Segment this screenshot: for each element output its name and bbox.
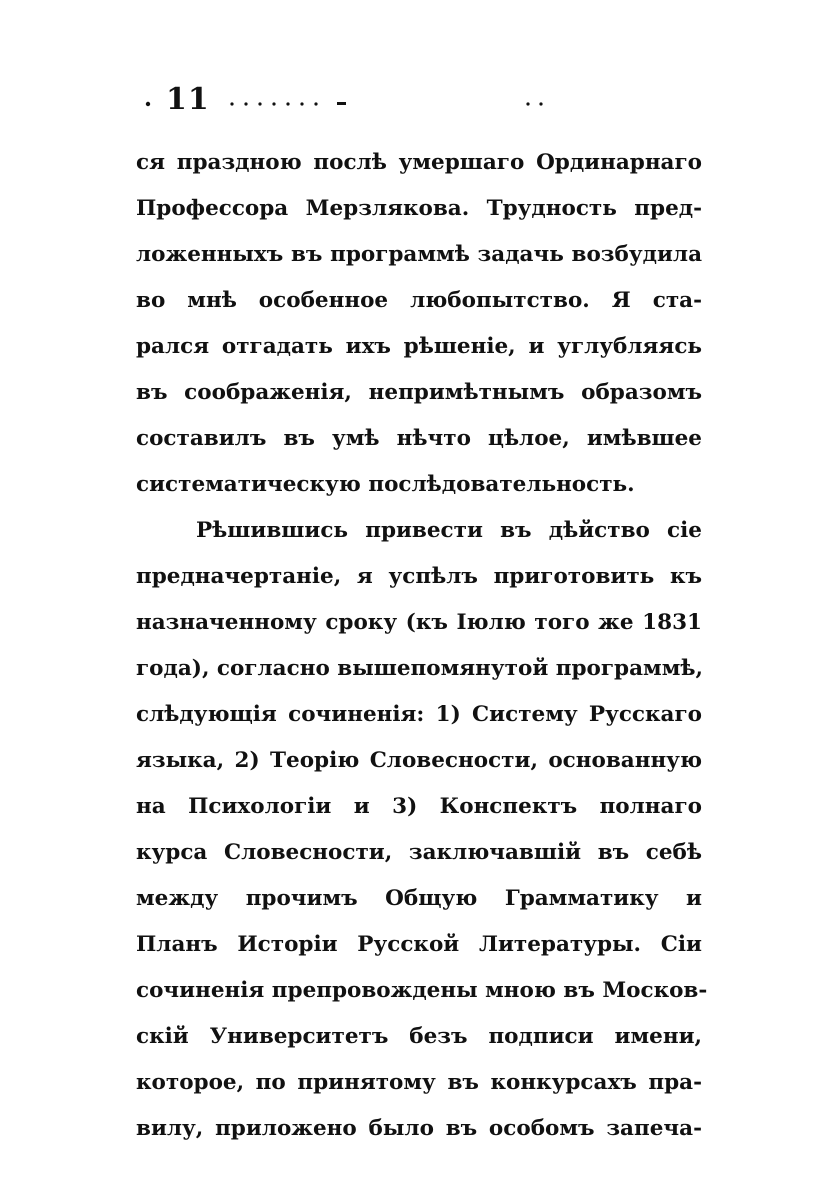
text-line: Профессора Мерзлякова. Трудность пред- [136,196,702,221]
text-line: ложенныхъ въ программѣ задачь возбудила [136,242,702,267]
text-line: назначенному сроку (къ Іюлю того же 1831 [136,610,702,635]
text-line: во мнѣ особенное любопытство. Я ста- [136,288,702,313]
text-line: вилу, приложено было въ особомъ запеча- [136,1116,702,1141]
text-line: составилъ въ умѣ нѣчто цѣлое, имѣвшее [136,426,702,451]
text-line: между прочимъ Общую Грамматику и [136,886,702,911]
paragraph-first-line: Рѣшившись привести въ дѣйство сіе [196,518,702,543]
text-line: сочиненія препровождены мною въ Москов- [136,978,708,1003]
text-line: языка, 2) Теорію Словесности, основанную [136,748,702,773]
text-line: скій Университетъ безъ подписи имени, [136,1024,702,1049]
page-number: 11 [166,82,210,117]
text-line: рался отгадать ихъ рѣшеніе, и углубляясь [136,334,702,359]
text-line: года), согласно вышепомянутой программѣ, [136,656,703,681]
header-dot-leader [140,82,700,122]
text-line: ся праздною послѣ умершаго Ординарнаго [136,150,702,175]
text-line: которое, по принятому въ конкурсахъ пра- [136,1070,702,1095]
text-line: систематическую послѣдовательность. [136,472,635,497]
text-line: на Психологіи и 3) Конспектъ полнаго [136,794,702,819]
text-line: предначертаніе, я успѣлъ приготовить къ [136,564,702,589]
text-line: Планъ Исторіи Русской Литературы. Сіи [136,932,702,957]
body-text [136,140,708,1152]
text-line: слѣдующія сочиненія: 1) Систему Русскаго [136,702,702,727]
page-header [140,82,700,122]
text-line: курса Словесности, заключавшій въ себѣ [136,840,702,865]
text-line: въ соображенія, непримѣтнымъ образомъ [136,380,702,405]
